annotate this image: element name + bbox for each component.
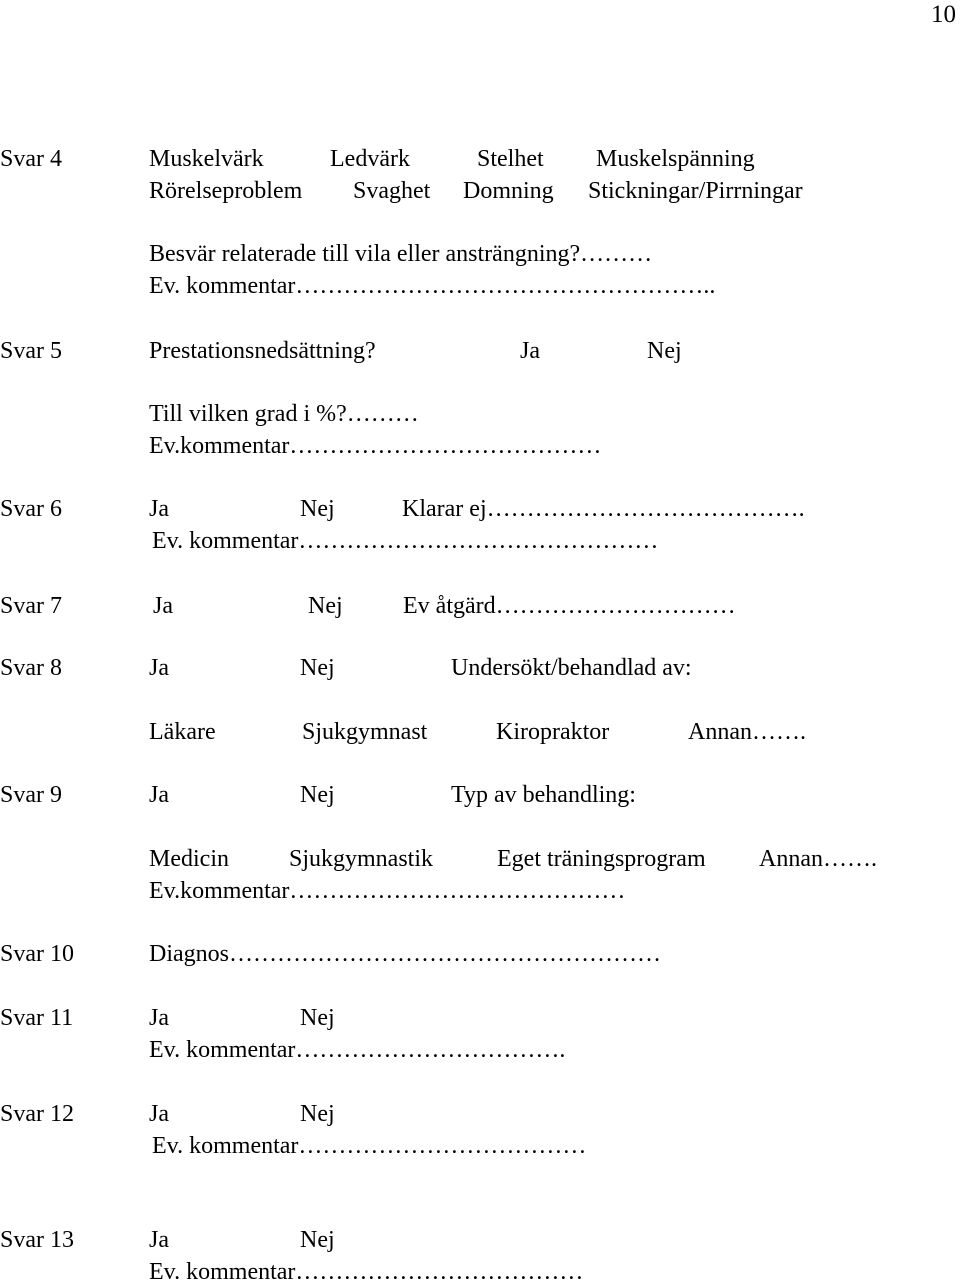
page-number: 10	[931, 1, 956, 28]
option-annan-behandling: Annan…….	[759, 846, 877, 872]
svar13-label: Svar 13	[0, 1227, 74, 1253]
option-domning: Domning	[463, 178, 554, 204]
svar7-ja: Ja	[153, 593, 173, 619]
option-rorelseproblem: Rörelseproblem	[149, 178, 303, 204]
svar10-label: Svar 10	[0, 941, 74, 967]
svar9-comment: Ev.kommentar……………………………………	[149, 878, 626, 904]
svar10-diagnos: Diagnos………………………………………………	[149, 941, 661, 967]
option-muskelspanning: Muskelspänning	[596, 146, 755, 172]
svar4-comment: Ev. kommentar……………………………………………..	[149, 273, 716, 299]
svar12-nej: Nej	[300, 1101, 335, 1127]
svar5-grade: Till vilken grad i %?………	[149, 401, 419, 427]
option-ledvark: Ledvärk	[330, 146, 410, 172]
option-lakare: Läkare	[149, 719, 216, 745]
svar11-comment: Ev. kommentar…………………………….	[149, 1037, 566, 1063]
svar8-nej: Nej	[300, 655, 335, 681]
svar5-nej: Nej	[647, 338, 682, 364]
svar9-ja: Ja	[149, 782, 169, 808]
option-annan: Annan…….	[688, 719, 806, 745]
option-sjukgymnast: Sjukgymnast	[302, 719, 428, 745]
svar9-label: Svar 9	[0, 782, 62, 808]
option-svaghet: Svaghet	[353, 178, 431, 204]
svar5-comment: Ev.kommentar…………………………………	[149, 433, 602, 459]
svar8-question: Undersökt/behandlad av:	[451, 655, 692, 681]
svar7-label: Svar 7	[0, 593, 62, 619]
svar12-label: Svar 12	[0, 1101, 74, 1127]
option-stelhet: Stelhet	[477, 146, 544, 172]
svar13-ja: Ja	[149, 1227, 169, 1253]
svar11-ja: Ja	[149, 1005, 169, 1031]
option-medicin: Medicin	[149, 846, 229, 872]
svar6-nej: Nej	[300, 496, 335, 522]
option-muskelvark: Muskelvärk	[149, 146, 264, 172]
svar5-ja: Ja	[520, 338, 540, 364]
svar7-atgard: Ev åtgärd…………………………	[403, 593, 736, 619]
svar13-comment: Ev. kommentar………………………………	[149, 1259, 584, 1285]
svar6-klarar-ej: Klarar ej………………………………….	[402, 496, 805, 522]
svar6-label: Svar 6	[0, 496, 62, 522]
svar11-nej: Nej	[300, 1005, 335, 1031]
svar4-question: Besvär relaterade till vila eller ansträngning?………	[149, 241, 653, 267]
svar8-ja: Ja	[149, 655, 169, 681]
svar8-label: Svar 8	[0, 655, 62, 681]
svar4-label: Svar 4	[0, 146, 62, 172]
svar5-label: Svar 5	[0, 338, 62, 364]
svar7-nej: Nej	[308, 593, 343, 619]
svar11-label: Svar 11	[0, 1005, 74, 1031]
option-eget-traningsprogram: Eget träningsprogram	[497, 846, 706, 872]
svar6-comment: Ev. kommentar………………………………………	[152, 528, 659, 554]
option-kiropraktor: Kiropraktor	[496, 719, 610, 745]
svar12-ja: Ja	[149, 1101, 169, 1127]
svar12-comment: Ev. kommentar………………………………	[152, 1133, 587, 1159]
svar6-ja: Ja	[149, 496, 169, 522]
svar9-question: Typ av behandling:	[451, 782, 636, 808]
svar5-question: Prestationsnedsättning?	[149, 338, 376, 364]
option-stickningar: Stickningar/Pirrningar	[588, 178, 803, 204]
option-sjukgymnastik: Sjukgymnastik	[289, 846, 434, 872]
svar9-nej: Nej	[300, 782, 335, 808]
svar13-nej: Nej	[300, 1227, 335, 1253]
